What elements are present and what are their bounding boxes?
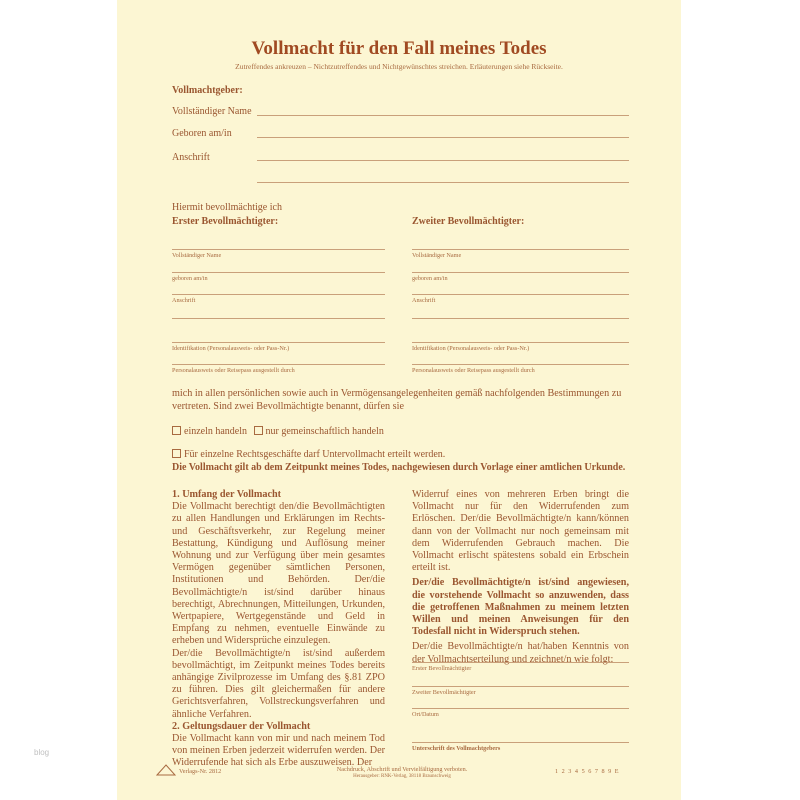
statement-line-2: vertreten. Sind zwei Bevollmächtigte benannt, dürfen sie bbox=[172, 401, 404, 412]
first-agent-issued-field[interactable] bbox=[172, 364, 385, 365]
print-numbers: 1 2 3 4 5 6 7 8 9 E bbox=[555, 768, 620, 775]
second-agent-address-field-2[interactable] bbox=[412, 318, 629, 319]
second-agent-issued-field[interactable] bbox=[412, 364, 629, 365]
first-agent-address-field-2[interactable] bbox=[172, 318, 385, 319]
second-agent-name-label: Vollständiger Name bbox=[412, 252, 462, 259]
grantor-address-field-2[interactable] bbox=[257, 182, 629, 183]
second-agent-id-field[interactable] bbox=[412, 342, 629, 343]
option-individually-label: einzeln handeln bbox=[184, 426, 248, 437]
first-agent-id-label: Identifikation (Personalausweis- oder Pass-Nr.) bbox=[172, 345, 290, 352]
right-column bbox=[412, 489, 629, 666]
second-agent-born-label: geboren am/in bbox=[412, 275, 448, 282]
grantor-born-field[interactable] bbox=[257, 137, 629, 138]
publisher-info: Herausgeber: RNK-Verlag, 38118 Braunschweig bbox=[353, 774, 451, 779]
validity-notice: Die Vollmacht gilt ab dem Zeitpunkt meines Todes, nachgewiesen durch Vorlage einer amtlichen Urkunde. bbox=[172, 462, 626, 473]
first-agent-issued-label: Personalausweis oder Reisepass ausgestellt durch bbox=[172, 367, 295, 374]
first-agent-id-field[interactable] bbox=[172, 342, 385, 343]
first-agent-name-field[interactable] bbox=[172, 249, 385, 250]
right-text1: Widerruf eines von mehreren Erben bringt die Vollmacht nur für den Widerrufenden zum Erlöschen. Der/die Bevollmächtigte/n kann/können dann von der Vollmacht nur noch gemeinsam mit dem Widerrufenden Gebrauch machen. Die Vollmacht erlischt spätestens sobald ein Erbschein erteilt ist. bbox=[412, 489, 629, 574]
sub-power-row bbox=[172, 449, 445, 460]
grantor-name-field[interactable] bbox=[257, 115, 629, 116]
checkbox-sub-power[interactable] bbox=[172, 449, 181, 458]
second-agent-name-field[interactable] bbox=[412, 249, 629, 250]
sig-first-label: Erster Bevollmächtigter bbox=[412, 665, 472, 672]
watermark-text: blog bbox=[34, 748, 50, 757]
first-agent-heading: Erster Bevollmächtigter: bbox=[172, 216, 279, 227]
section2-text: Die Vollmacht kann von mir und nach meinem Tod von meinen Erben jederzeit widerrufen werden. Der Widerrufende hat sich als Erbe auszuweisen. Der bbox=[172, 733, 385, 769]
grantor-address-label: Anschrift bbox=[172, 152, 210, 163]
sig-second-field[interactable] bbox=[412, 686, 629, 687]
form-subtitle: Zutreffendes ankreuzen – Nichtzutreffendes und Nichtgewünschtes streichen. Erläuterungen siehe Rückseite. bbox=[235, 62, 563, 71]
grantor-heading: Vollmachtgeber: bbox=[172, 85, 243, 96]
sig-first-field[interactable] bbox=[412, 662, 629, 663]
sig-second-label: Zweiter Bevollmächtigter bbox=[412, 689, 476, 696]
section1-text2: Der/die Bevollmächtigte/n ist/sind außerdem bevollmächtigt, im Zeitpunkt meines Todes bereits anhängige Zivilprozesse im Umfang des §.81 ZPO zu führen. Dies gilt gleichermaßen für andere Gerichtsverfahren, Vollstreckungsverfahren und ähnliche Verfahren. bbox=[172, 647, 385, 720]
sig-grantor-label: Unterschrift des Vollmachtgebers bbox=[412, 745, 501, 752]
grantor-address-field-1[interactable] bbox=[257, 160, 629, 161]
order-number: Verlags-Nr. 2812 bbox=[179, 768, 222, 775]
second-agent-heading: Zweiter Bevollmächtigter: bbox=[412, 216, 525, 227]
sub-power-label: Für einzelne Rechtsgeschäfte darf Untervollmacht erteilt werden. bbox=[184, 449, 446, 460]
option-jointly-label: nur gemeinschaftlich handeln bbox=[265, 426, 384, 437]
first-agent-born-field[interactable] bbox=[172, 272, 385, 273]
second-agent-born-field[interactable] bbox=[412, 272, 629, 273]
first-agent-name-label: Vollständiger Name bbox=[172, 252, 222, 259]
sig-place-field[interactable] bbox=[412, 708, 629, 709]
grantor-born-label: Geboren am/in bbox=[172, 128, 232, 139]
grantor-name-label: Vollständiger Name bbox=[172, 106, 252, 117]
checkbox-individually[interactable] bbox=[172, 426, 181, 435]
second-agent-id-label: Identifikation (Personalausweis- oder Pass-Nr.) bbox=[412, 345, 530, 352]
sig-grantor-field[interactable] bbox=[412, 742, 629, 743]
second-agent-address-label: Anschrift bbox=[412, 297, 436, 304]
form-title: Vollmacht für den Fall meines Todes bbox=[251, 38, 547, 59]
copyright-notice: Nachdruck, Abschrift und Vervielfältigung verboten. bbox=[336, 766, 468, 773]
sig-place-label: Ort/Datum bbox=[412, 711, 439, 718]
right-text2: Der/die Bevollmächtigte/n hat/haben Kenntnis von der Vollmachtserteilung und zeichnet/n wie folgt: bbox=[412, 641, 629, 665]
option-row bbox=[172, 426, 384, 437]
left-column bbox=[172, 489, 385, 770]
first-agent-address-field-1[interactable] bbox=[172, 294, 385, 295]
form-page bbox=[117, 0, 681, 800]
publisher-logo-icon bbox=[156, 764, 176, 776]
checkbox-jointly[interactable] bbox=[254, 426, 263, 435]
right-bold-text: Der/die Bevollmächtigte/n ist/sind angewiesen, die vorstehende Vollmacht so anzuwenden, dass die getroffenen Maßnahmen zu meinem letzten Willen und meinen Anweisungen für den Todesfall nicht in Widerspruch stehen. bbox=[412, 577, 629, 638]
section2-heading: 2. Geltungsdauer der Vollmacht bbox=[172, 720, 311, 732]
statement-line-1: mich in allen persönlichen sowie auch in Vermögensangelegenheiten gemäß nachfolgenden Bestimmungen zu bbox=[172, 388, 622, 399]
section1-text1: Die Vollmacht berechtigt den/die Bevollmächtigten zu allen Handlungen und Erklärungen im Rechts- und Geschäftsverkehr, zur Regelung meiner Bestattung, Kündigung und Auflösung meiner Wohnung und zur Verfügung über mein gesamtes Vermögen gegenüber sämtlichen Personen, Institutionen und Behörden. Der/die Bevollmächtigte/n ist/sind darüber hinaus berechtigt, Abrechnungen, Mitteilungen, Urkunden, Wertpapiere, Wertgegenstände und Geld in Empfang zu nehmen, eventuelle Einwände zu erheben und Widersprüche einzulegen. bbox=[172, 501, 385, 647]
second-agent-issued-label: Personalausweis oder Reisepass ausgestellt durch bbox=[412, 367, 535, 374]
first-agent-born-label: geboren am/in bbox=[172, 275, 208, 282]
first-agent-address-label: Anschrift bbox=[172, 297, 196, 304]
second-agent-address-field-1[interactable] bbox=[412, 294, 629, 295]
intro-text: Hiermit bevollmächtige ich bbox=[172, 202, 282, 213]
section1-heading: 1. Umfang der Vollmacht bbox=[172, 489, 282, 500]
